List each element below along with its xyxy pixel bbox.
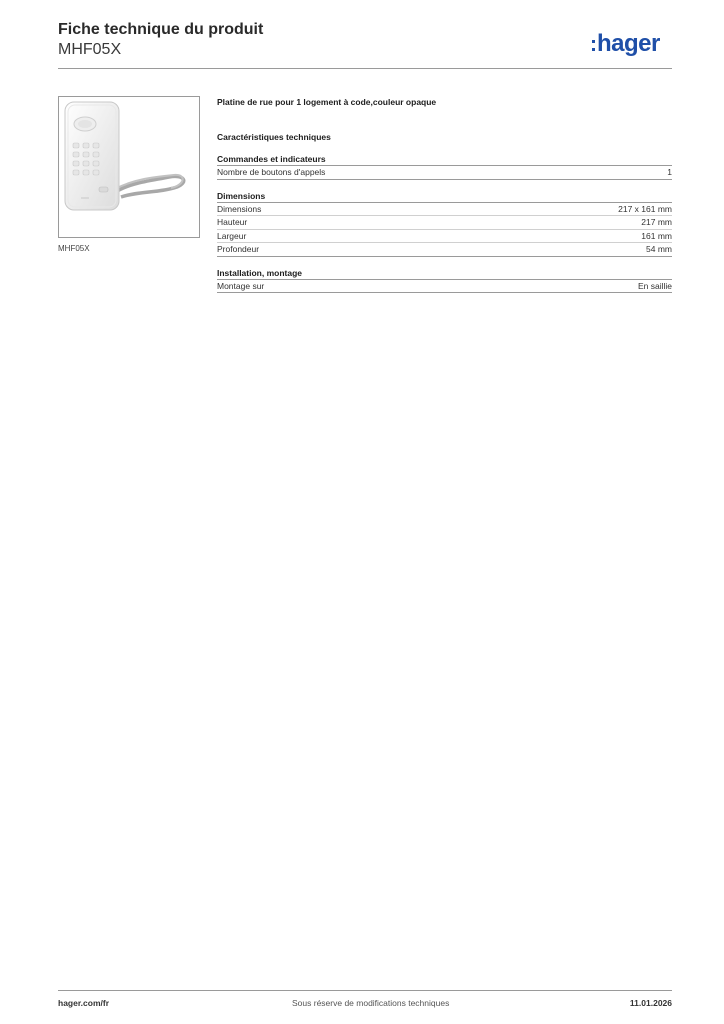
spec-row bbox=[217, 166, 672, 180]
image-caption: MHF05X bbox=[58, 244, 90, 253]
product-image bbox=[58, 96, 200, 238]
spec-label: Montage sur bbox=[217, 280, 265, 291]
section-title: Installation, montage bbox=[217, 267, 672, 280]
spec-value: 217 mm bbox=[641, 217, 672, 227]
footer-website-link[interactable]: hager.com/fr bbox=[58, 998, 110, 1008]
footer-notice: Sous réserve de modifications techniques bbox=[292, 998, 450, 1008]
spec-row bbox=[217, 216, 672, 230]
spec-label: Hauteur bbox=[217, 217, 248, 227]
section-commandes bbox=[217, 153, 672, 180]
spec-value: 161 mm bbox=[641, 230, 672, 241]
section-dimensions bbox=[217, 190, 672, 257]
characteristics-heading: Caractéristiques techniques bbox=[217, 132, 331, 142]
footer-date: 11.01.2026 bbox=[629, 998, 672, 1008]
product-reference: MHF05X bbox=[58, 41, 122, 58]
spec-value: En saillie bbox=[637, 280, 672, 291]
spec-row bbox=[217, 230, 672, 244]
logo-dots-icon bbox=[592, 40, 595, 51]
section-installation bbox=[217, 267, 672, 294]
spec-panel bbox=[217, 96, 672, 293]
spec-row bbox=[217, 243, 672, 257]
spec-value: 217 x 161 mm bbox=[618, 203, 672, 214]
footer-divider bbox=[58, 990, 672, 991]
spec-row bbox=[217, 280, 672, 294]
spec-label: Profondeur bbox=[217, 244, 260, 254]
door-entry-panel-icon bbox=[59, 97, 199, 237]
spec-value: 1 bbox=[667, 167, 672, 177]
spec-value: 54 mm bbox=[646, 244, 672, 254]
header-divider bbox=[58, 68, 672, 69]
section-title: Dimensions bbox=[217, 190, 672, 203]
hager-logo bbox=[592, 30, 660, 58]
section-title: Commandes et indicateurs bbox=[217, 153, 672, 166]
product-description: Platine de rue pour 1 logement à code,couleur opaque bbox=[217, 97, 437, 107]
spec-row bbox=[217, 203, 672, 217]
page-title: Fiche technique du produit bbox=[58, 21, 264, 38]
spec-label: Dimensions bbox=[217, 203, 262, 214]
spec-label: Nombre de boutons d'appels bbox=[217, 167, 326, 177]
spec-label: Largeur bbox=[217, 230, 247, 241]
logo-text: hager bbox=[597, 30, 660, 57]
